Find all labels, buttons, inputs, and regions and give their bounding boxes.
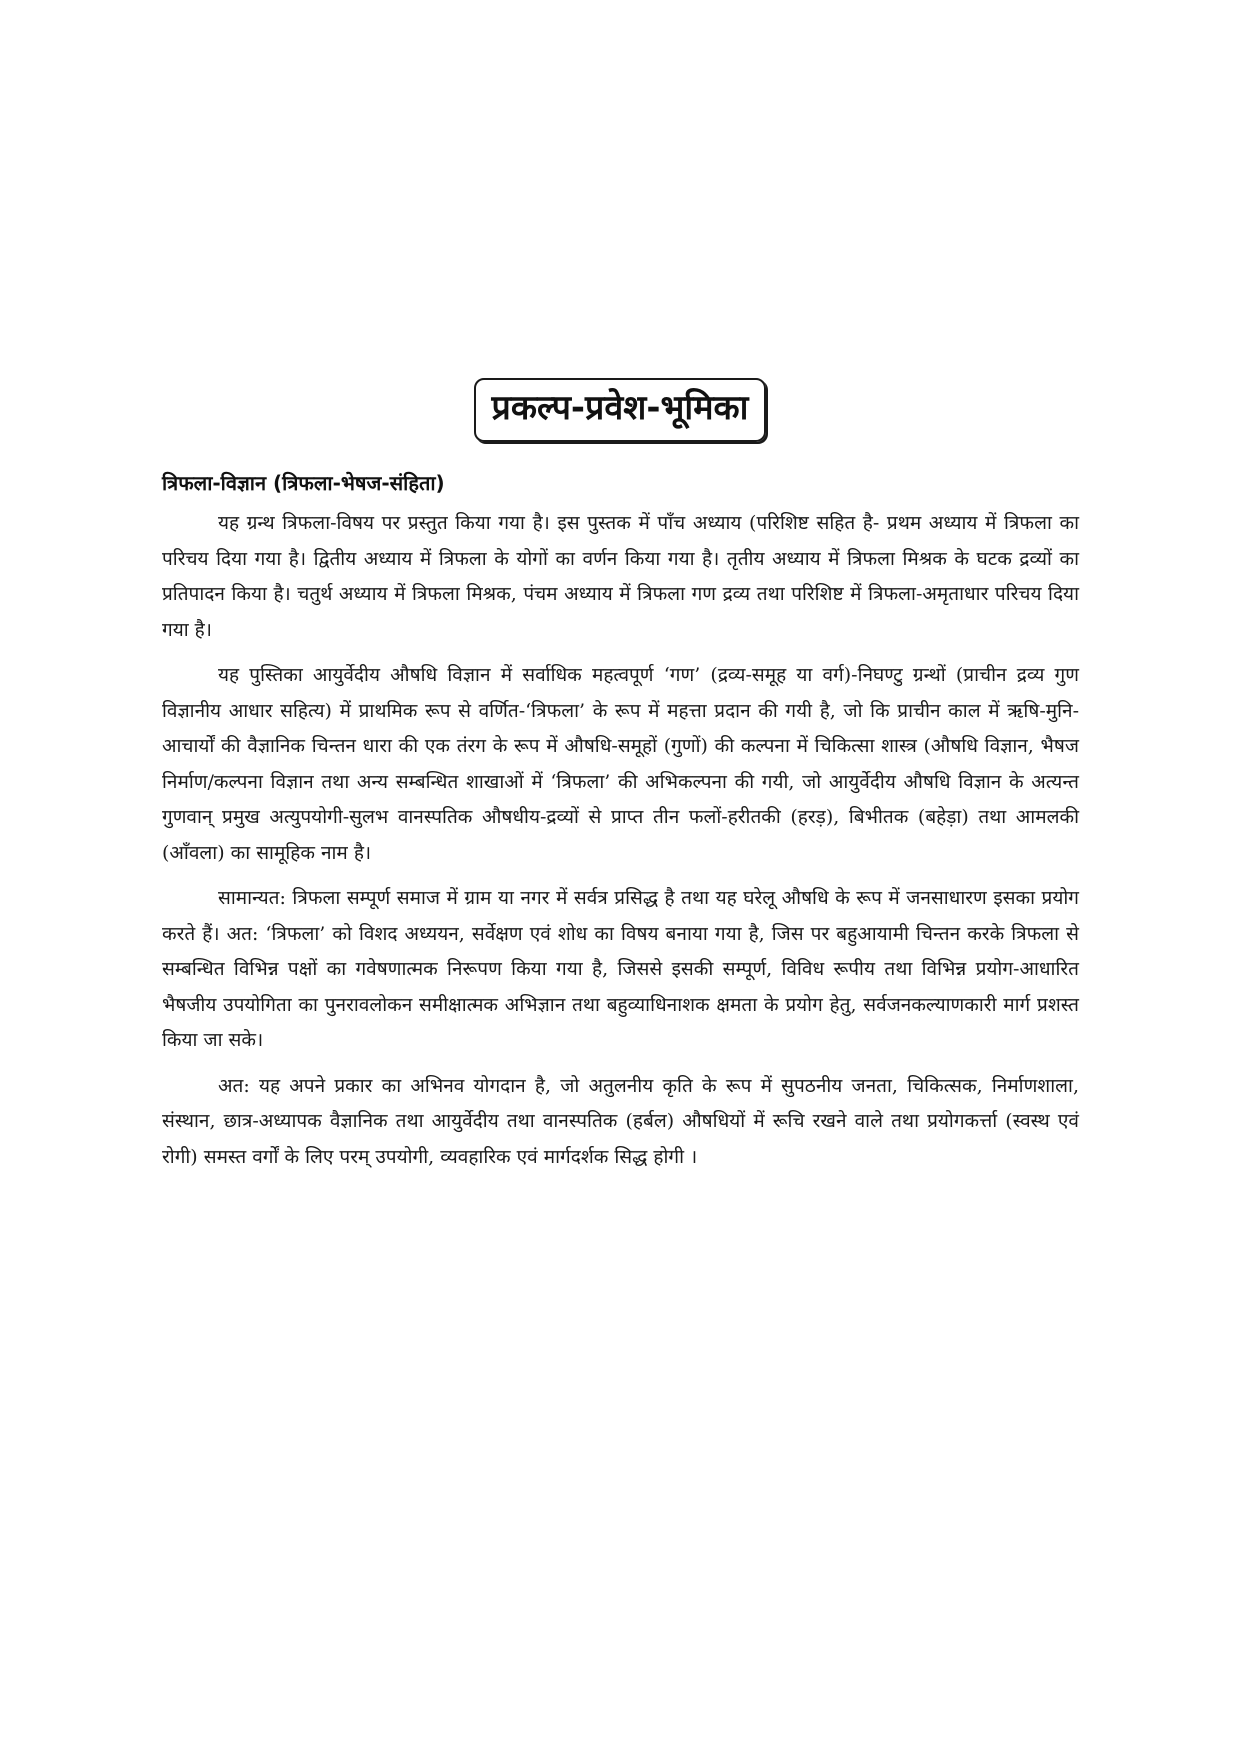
paragraph-3: सामान्यत: त्रिफला सम्पूर्ण समाज में ग्राम या नगर में सर्वत्र प्रसिद्ध है तथा यह घरेलू औषधि के रूप में जनसाधारण इसका प्रयोग करते हैं। अत: ‘त्रिफला’ को विशद अध्ययन, सर्वेक्षण एवं शोध का विषय बनाया गया है, जिस पर बहुआयामी चिन्तन करके त्रिफला से सम्बन्धित विभिन्न पक्षों का गवेषणात्मक निरूपण किया गया है, जिससे इसकी सम्पूर्ण, विविध रूपीय तथा विभिन्न प्रयोग-आधारित भैषजीय उपयोगिता का पुनरावलोकन समीक्षात्मक अभिज्ञान तथा बहुव्याधिनाशक क्षमता के प्रयोग हेतु, सर्वजनकल्याणकारी मार्ग प्रशस्त किया जा सके। (162, 887, 1079, 1051)
title-area (0, 378, 1240, 442)
paragraph-1: यह ग्रन्थ त्रिफला-विषय पर प्रस्तुत किया गया है। इस पुस्तक में पाँच अध्याय (परिशिष्ट सहित है- प्रथम अध्याय में त्रिफला का परिचय दिया गया है। द्वितीय अध्याय में त्रिफला के योगों का वर्णन किया गया है। तृतीय अध्याय में त्रिफला मिश्रक के घटक द्रव्यों का प्रतिपादन किया है। चतुर्थ अध्याय में त्रिफला मिश्रक, पंचम अध्याय में त्रिफला गण द्रव्य तथा परिशिष्ट में त्रिफला-अमृताधार परिचय दिया गया है। (162, 512, 1079, 641)
section-heading: त्रिफला-विज्ञान (त्रिफला-भेषज-संहिता) (162, 471, 445, 495)
document-body (162, 468, 1079, 1185)
page-title: प्रकल्प-प्रवेश-भूमिका (474, 378, 767, 442)
paragraph-2: यह पुस्तिका आयुर्वेदीय औषधि विज्ञान में सर्वाधिक महत्वपूर्ण ‘गण’ (द्रव्य-समूह या वर्ग)-निघण्टु ग्रन्थों (प्राचीन द्रव्य गुण विज्ञानीय आधार सहित्य) में प्राथमिक रूप से वर्णित-‘त्रिफला’ के रूप में महत्ता प्रदान की गयी है, जो कि प्राचीन काल में ऋषि-मुनि-आचार्यों की वैज्ञानिक चिन्तन धारा की एक तंरग के रूप में औषधि-समूहों (गुणों) की कल्पना में चिकित्सा शास्त्र (औषधि विज्ञान, भैषज निर्माण/कल्पना विज्ञान तथा अन्य सम्बन्धित शाखाओं में ‘त्रिफला’ की अभिकल्पना की गयी, जो आयुर्वेदीय औषधि विज्ञान के अत्यन्त गुणवान् प्रमुख अत्युपयोगी-सुलभ वानस्पतिक औषधीय-द्रव्यों से प्राप्त तीन फलों-हरीतकी (हरड़), बिभीतक (बहेड़ा) तथा आमलकी (आँवला) का सामूहिक नाम है। (162, 664, 1079, 864)
paragraph-4: अत: यह अपने प्रकार का अभिनव योगदान है, जो अतुलनीय कृति के रूप में सुपठनीय जनता, चिकित्सक, निर्माणशाला, संस्थान, छात्र-अध्यापक वैज्ञानिक तथा आयुर्वेदीय तथा वानस्पतिक (हर्बल) औषधियों में रूचि रखने वाले तथा प्रयोगकर्त्ता (स्वस्थ एवं रोगी) समस्त वर्गों के लिए परम् उपयोगी, व्यवहारिक एवं मार्गदर्शक सिद्ध होगी । (162, 1074, 1079, 1168)
